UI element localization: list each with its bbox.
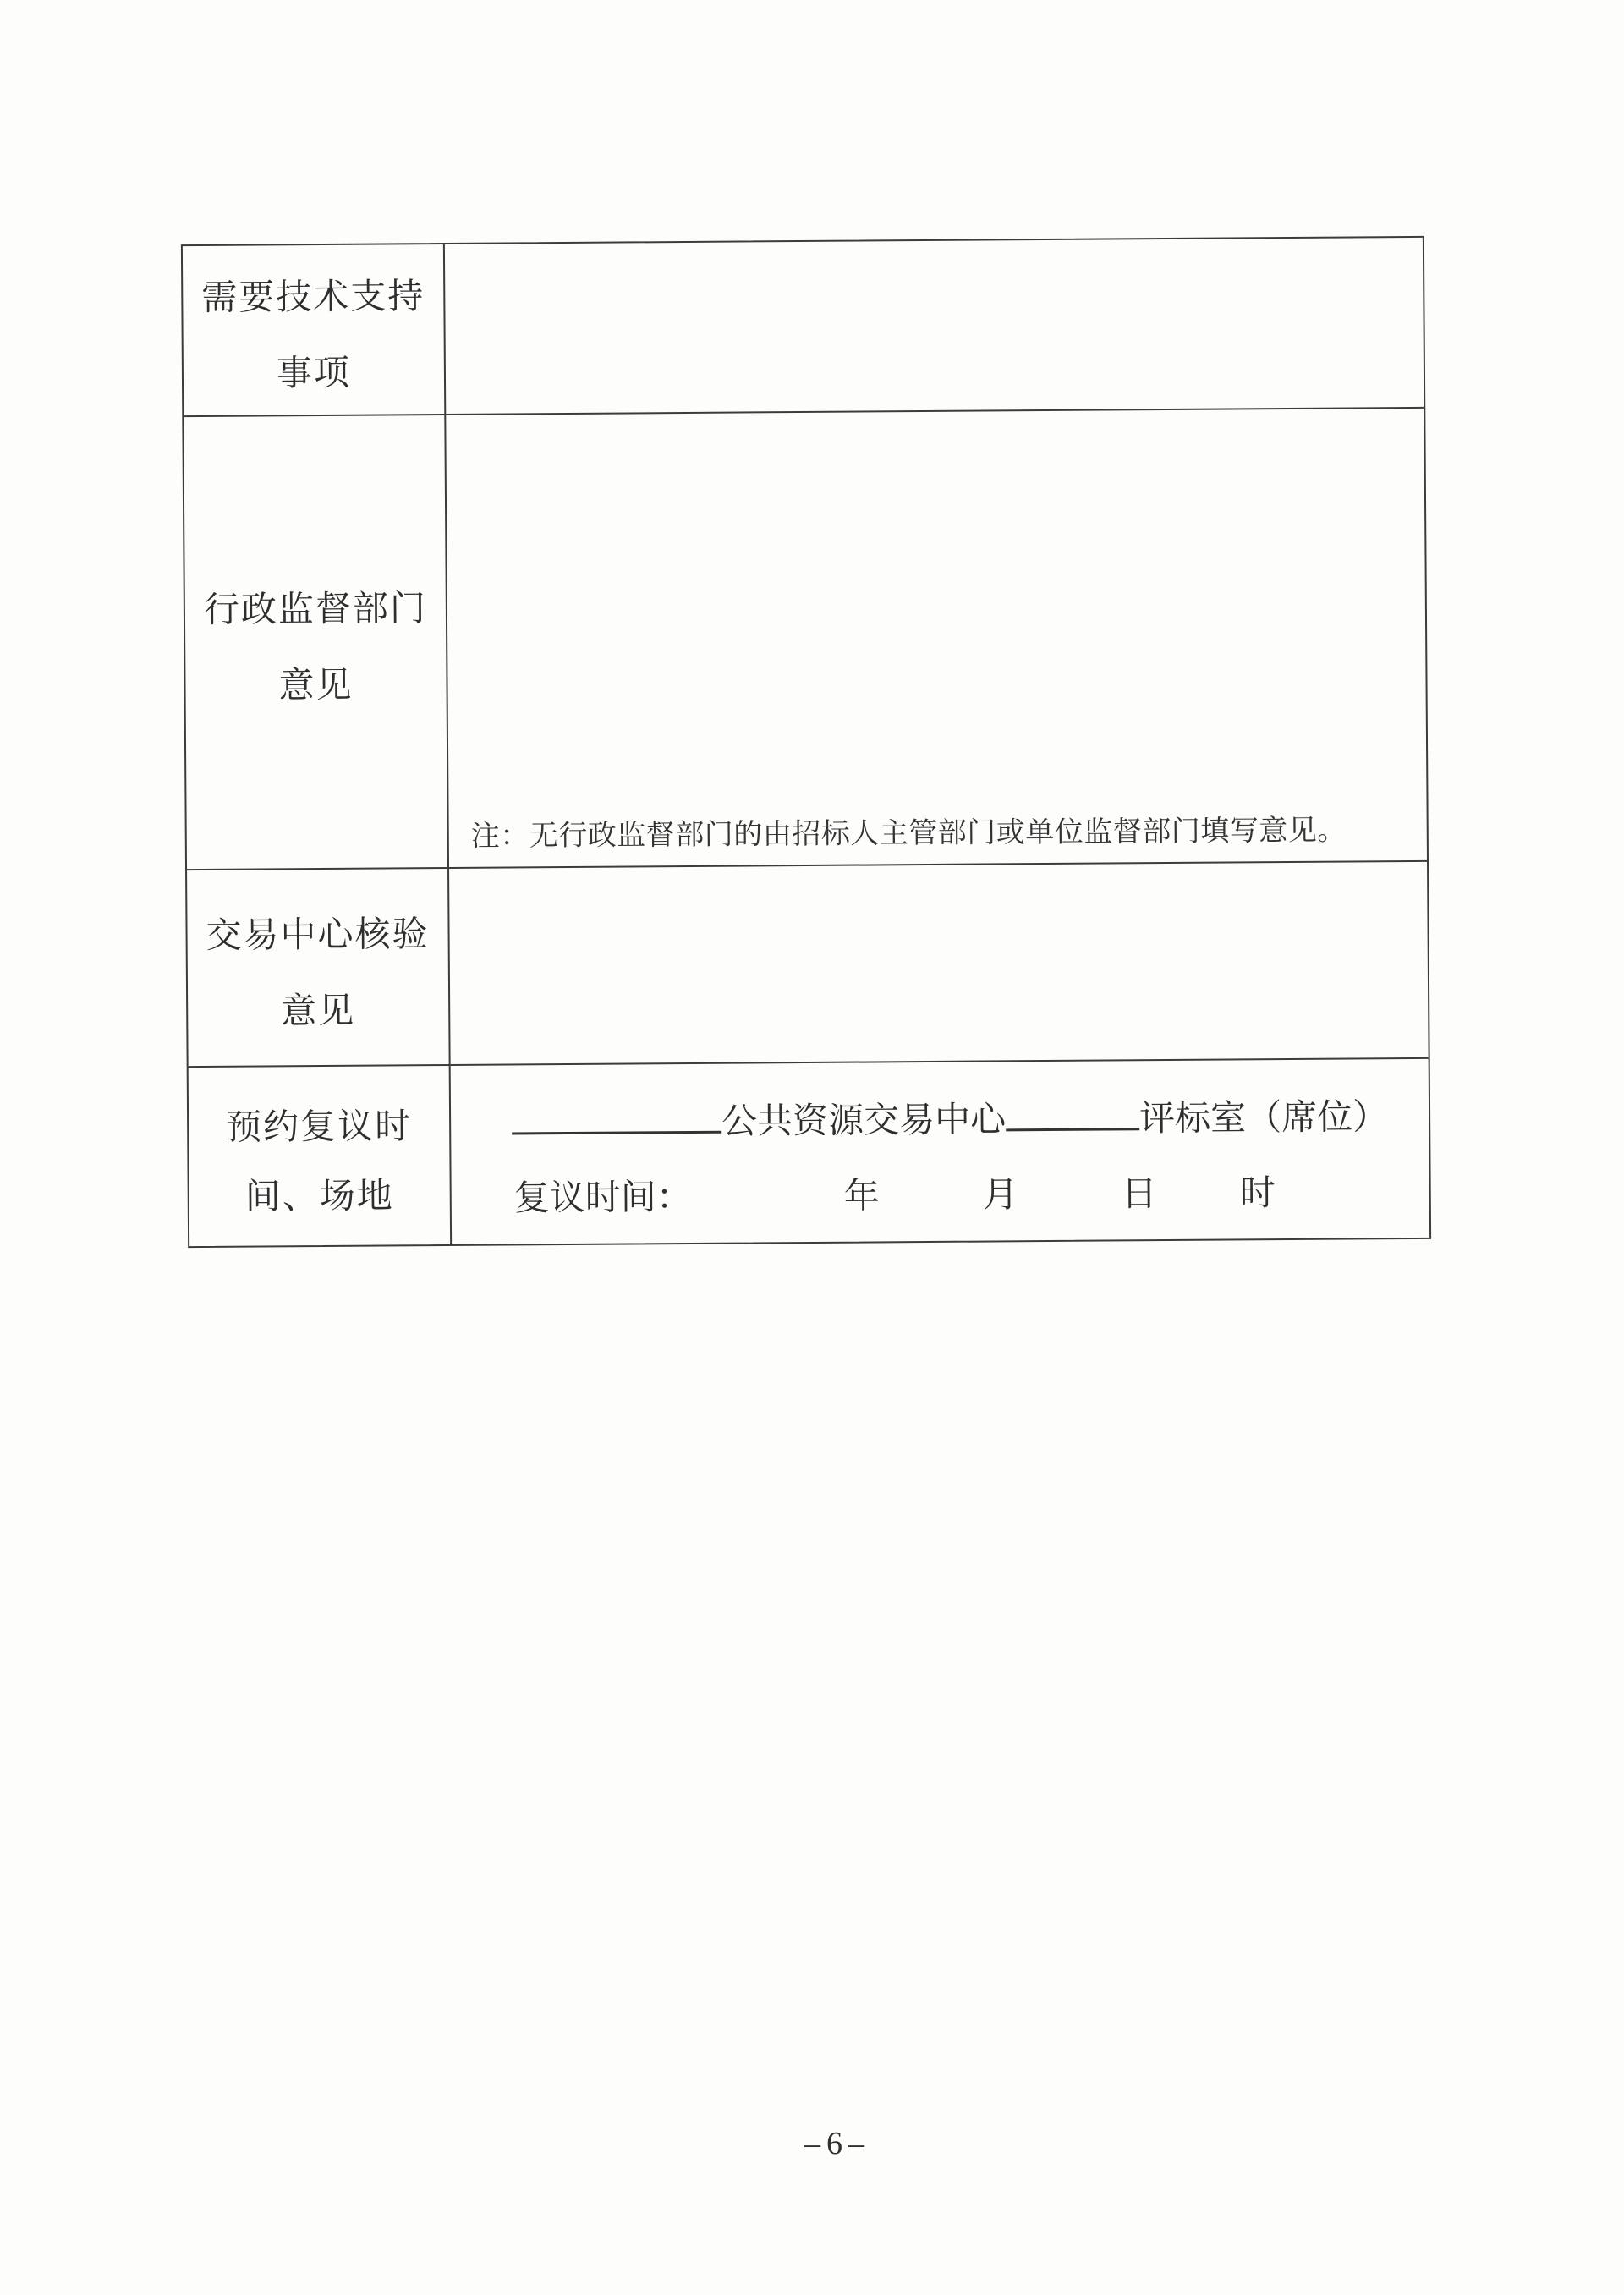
review-time-line <box>514 1175 1429 1217</box>
blank-field-room-number <box>1006 1126 1139 1131</box>
cell-label-tech-support <box>183 244 446 417</box>
tech-support-label-line2: 事项 <box>276 354 352 394</box>
form-table <box>181 236 1431 1248</box>
blank-field-center-name <box>512 1129 721 1135</box>
center-verification-label-line1: 交易中心核验 <box>206 914 430 956</box>
center-verification-label-line2: 意见 <box>281 991 356 1031</box>
cell-label-review-reservation <box>189 1066 452 1246</box>
tech-support-label-line1: 需要技术支持 <box>201 277 425 318</box>
cell-content-admin-supervision <box>446 409 1427 869</box>
admin-supervision-note: 注：无行政监督部门的由招标人主管部门或单位监督部门填写意见。 <box>470 815 1347 853</box>
admin-supervision-label-line1: 行政监督部门 <box>203 590 428 630</box>
venue-suffix-text: 评标室（席位） <box>1138 1098 1389 1139</box>
unit-year: 年 <box>843 1177 880 1216</box>
unit-month: 月 <box>982 1176 1018 1216</box>
venue-line <box>512 1100 1429 1142</box>
review-reservation-label-line1: 预约复议时 <box>225 1106 413 1148</box>
unit-day: 日 <box>1121 1175 1157 1215</box>
admin-supervision-label-line2: 意见 <box>278 666 354 706</box>
cell-label-center-verification <box>187 869 451 1068</box>
review-reservation-label-line2: 间、场地 <box>244 1176 394 1217</box>
cell-content-center-verification <box>449 862 1429 1066</box>
cell-label-admin-supervision <box>184 415 449 870</box>
page-number: –6– <box>804 2126 870 2161</box>
unit-hour: 时 <box>1239 1174 1276 1214</box>
review-time-label: 复议时间： <box>513 1178 692 1219</box>
cell-content-review-reservation <box>451 1059 1429 1244</box>
cell-content-tech-support <box>445 238 1424 415</box>
venue-center-text: 公共资源交易中心 <box>721 1101 1007 1142</box>
